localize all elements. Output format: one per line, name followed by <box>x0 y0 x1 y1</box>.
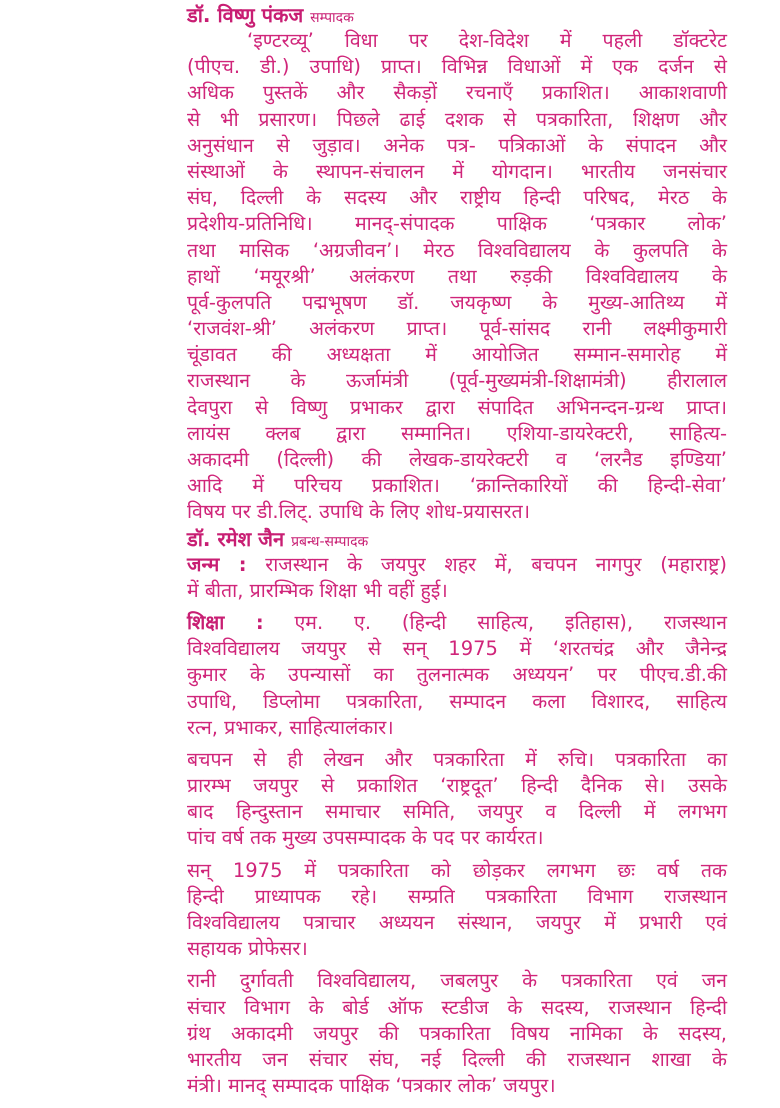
text-line: एम. ए. (हिन्दी साहित्य, इतिहास), राजस्थान <box>294 610 727 634</box>
text-line: अधिक पुस्तकें और सैकड़ों रचनाएँ प्रकाशित। आकाशवाणी <box>187 81 727 105</box>
text-line: भारतीय जन संचार संघ, नई दिल्ली की राजस्थान शाखा के <box>187 1047 727 1071</box>
text-line: (पीएच. डी.) उपाधि) प्राप्त। विभिन्न विधाओं में एक दर्जन से <box>187 55 727 79</box>
text-line: अकादमी (दिल्ली) की लेखक-डायरेक्टरी व ‘लरनैड इण्डिया’ <box>187 448 727 471</box>
career-paragraph-3 <box>187 968 727 1099</box>
text-line: सहायक प्रोफेसर। <box>187 937 308 961</box>
text-line: आदि में परिचय प्रकाशित। ‘क्रान्तिकारियों की हिन्दी-सेवा’ <box>187 474 727 498</box>
text-line: मंत्री। मानद् सम्पादक पाक्षिक ‘पत्रकार लोक’ जयपुर। <box>187 1074 556 1098</box>
text-line: पांच वर्ष तक मुख्य उपसम्पादक के पद पर कार्यरत। <box>187 826 544 850</box>
person-role: प्रबन्ध-सम्पादक <box>291 533 369 550</box>
career-paragraph-1 <box>187 747 727 852</box>
person-name: डॉ. रमेश जैन <box>187 526 285 551</box>
text-line: सन् 1975 में पत्रकारिता को छोड़कर लगभग छः वर्ष तक <box>187 858 727 882</box>
person-name: डॉ. विष्णु पंकज <box>187 3 304 27</box>
birth-paragraph <box>187 552 727 604</box>
text-line: रानी दुर्गावती विश्वविद्यालय, जबलपुर के पत्रकारिता एवं जन <box>187 969 727 993</box>
section-heading-vishnu-pankaj <box>187 2 727 28</box>
text-line: तथा मासिक ‘अग्रजीवन’। मेरठ विश्वविद्यालय के कुलपति के <box>187 238 727 262</box>
text-line: प्रदेशीय-प्रतिनिधि। मानद्-संपादक पाक्षिक ‘पत्रकार लोक’ <box>187 212 727 236</box>
text-line: प्रारम्भ जयपुर से प्रकाशित ‘राष्ट्रदूत’ हिन्दी दैनिक से। उसके <box>187 774 727 798</box>
text-line: ‘इण्टरव्यू’ विधा पर देश-विदेश में पहली डॉक्टरेट <box>247 29 727 52</box>
text-line: संघ, दिल्ली के सदस्य और राष्ट्रीय हिन्दी परिषद, मेरठ के <box>187 186 727 210</box>
text-line: ग्रंथ अकादमी जयपुर की पत्रकारिता विषय नामिका के सदस्य, <box>187 1021 727 1045</box>
text-line: से भी प्रसारण। पिछले ढाई दशक से पत्रकारिता, शिक्षण और <box>187 107 727 131</box>
text-line: राजस्थान के जयपुर शहर में, बचपन नागपुर (महाराष्ट्र) <box>265 552 727 576</box>
text-line: उपाधि, डिप्लोमा पत्रकारिता, सम्पादन कला विशारद, साहित्य <box>187 689 727 713</box>
bio-vishnu-pankaj <box>187 28 727 526</box>
text-line: संस्थाओं के स्थापन-संचालन में योगदान। भारतीय जनसंचार <box>187 159 727 183</box>
text-line: संचार विभाग के बोर्ड ऑफ स्टडीज के सदस्य, राजस्थान हिन्दी <box>187 995 727 1019</box>
text-line: कुमार के उपन्यासों का तुलनात्मक अध्ययन’ पर पीएच.डी.की <box>187 663 727 687</box>
text-line: विश्वविद्यालय पत्राचार अध्ययन संस्थान, जयपुर में प्रभारी एवं <box>187 911 727 934</box>
text-line: चूंडावत की अध्यक्षता में आयोजित सम्मान-समारोह में <box>187 343 727 367</box>
text-line: विश्वविद्यालय जयपुर से सन् 1975 में ‘शरतचंद्र और जैनेन्द्र <box>187 637 727 661</box>
text-line: हिन्दी प्राध्यापक रहे। सम्प्रति पत्रकारिता विभाग राजस्थान <box>187 884 727 908</box>
text-line: अनुसंधान से जुड़ाव। अनेक पत्र- पत्रिकाओं के संपादन और <box>187 133 727 157</box>
career-paragraph-2 <box>187 858 727 963</box>
text-line: विषय पर डी.लिट्. उपाधि के लिए शोध-प्रयासरत। <box>187 500 531 524</box>
text-line: देवपुरा से विष्णु प्रभाकर द्वारा संपादित अभिनन्दन-ग्रन्थ प्राप्त। <box>187 395 727 419</box>
text-line: लायंस क्लब द्वारा सम्मानित। एशिया-डायरेक्टरी, साहित्य- <box>187 421 727 445</box>
text-line: ‘राजवंश-श्री’ अलंकरण प्राप्त। पूर्व-सांसद रानी लक्ष्मीकुमारी <box>187 317 727 341</box>
text-line: में बीता, प्रारम्भिक शिक्षा भी वहीं हुई। <box>187 578 448 602</box>
text-line: हाथों ‘मयूरश्री’ अलंकरण तथा रुड़की विश्वविद्यालय के <box>187 264 727 288</box>
person-role: सम्पादक <box>310 10 354 26</box>
document-column <box>187 2 727 1099</box>
text-line: रत्न, प्रभाकर, साहित्यालंकार। <box>187 715 394 739</box>
education-label: शिक्षा : <box>187 610 264 634</box>
text-line: पूर्व-कुलपति पद्मभूषण डॉ. जयकृष्ण के मुख्य-आतिथ्य में <box>187 290 727 314</box>
text-line: बचपन से ही लेखन और पत्रकारिता में रुचि। पत्रकारिता का <box>187 747 727 771</box>
text-line: राजस्थान के ऊर्जामंत्री (पूर्व-मुख्यमंत्री-शिक्षामंत्री) हीरालाल <box>187 369 727 393</box>
section-heading-ramesh-jain <box>187 526 727 552</box>
birth-label: जन्म : <box>187 552 247 576</box>
education-paragraph <box>187 610 727 741</box>
text-line: बाद हिन्दुस्तान समाचार समिति, जयपुर व दिल्ली में लगभग <box>187 800 727 824</box>
